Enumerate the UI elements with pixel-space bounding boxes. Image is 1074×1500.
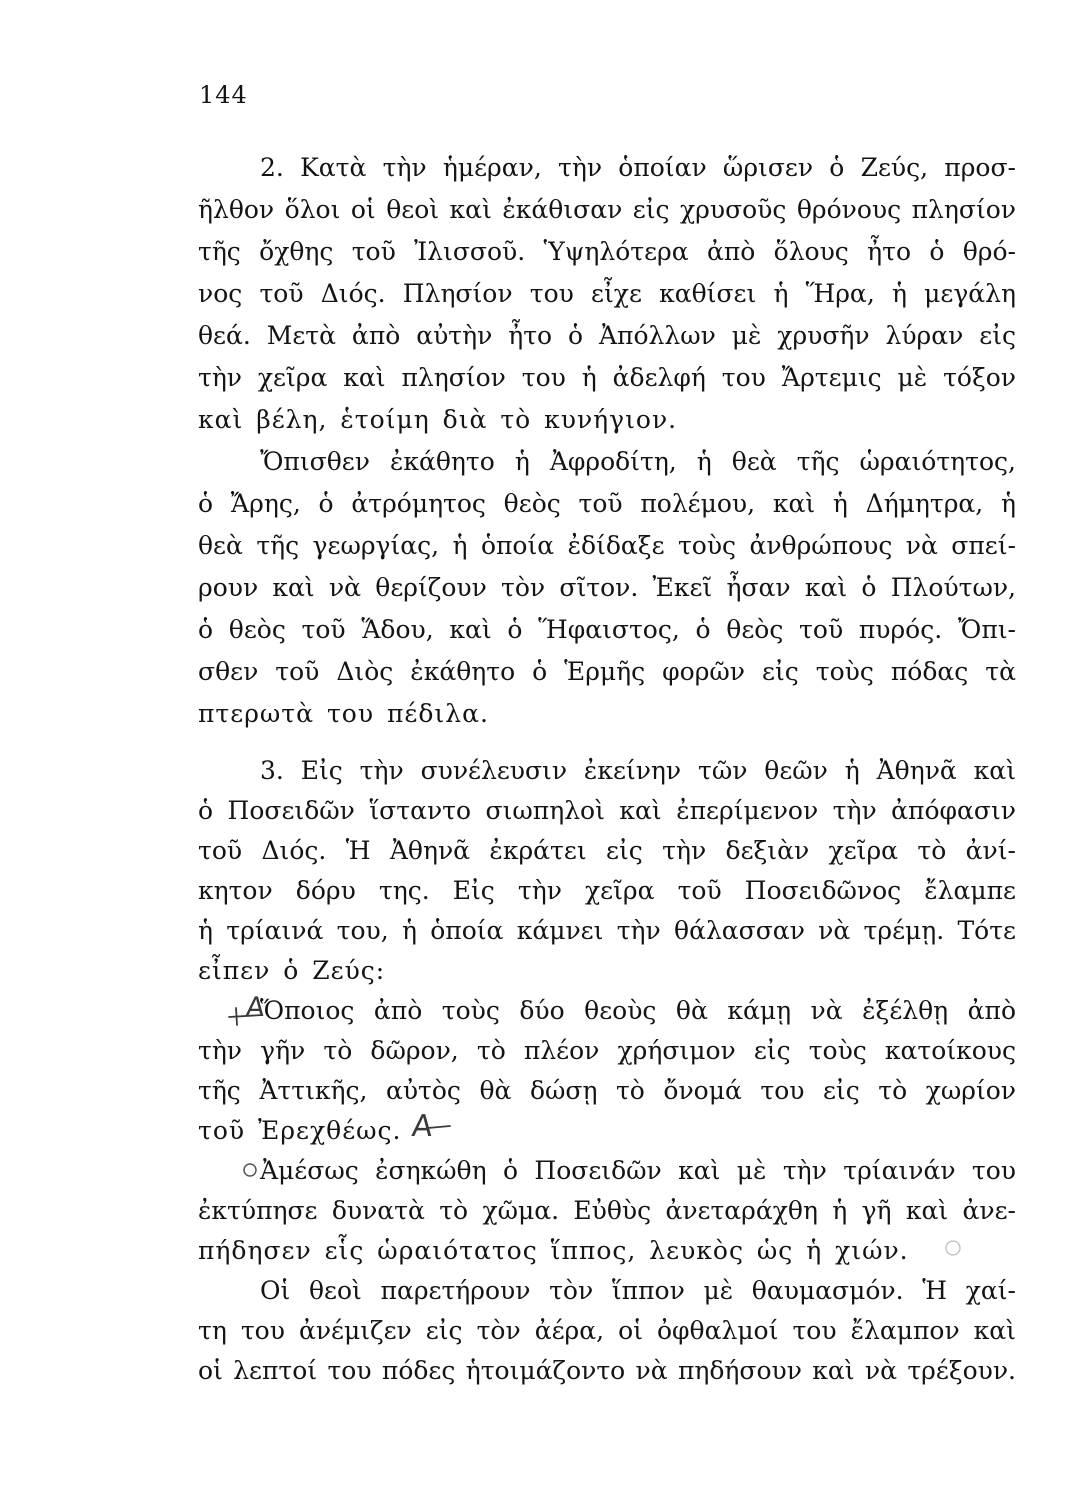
paragraph-3 [198,751,1016,1391]
paragraph-2-line: νος τοῦ Διός. Πλησίον του εἶχε καθίσει ἡ Ἥρα, ἡ μεγάλη [198,279,1016,308]
paragraph-2-line: 2. Κατὰ τὴν ἡμέραν, τὴν ὁποίαν ὥρισεν ὁ Ζεύς, προσ- [260,153,1016,182]
paragraph-3-line: τοῦ Διός. Ἡ Ἀθηνᾶ ἐκράτει εἰς τὴν δεξιὰν χεῖρα τὸ ἀνί- [198,836,1016,865]
paragraph-2-line: ὁ Ἄρης, ὁ ἀτρόμητος θεὸς τοῦ πολέμου, καὶ ἡ Δήμητρα, ἡ [198,489,1016,518]
paragraph-3-line: τη του ἀνέμιζεν εἰς τὸν ἀέρα, οἱ ὀφθαλμοί του ἔλαμπον καὶ [198,1316,1016,1345]
handwritten-mark-start: A [244,992,267,1023]
paragraph-3-line: πήδησεν εἷς ὡραιότατος ἵππος, λευκὸς ὡς ἡ χιών. [198,1236,909,1265]
paragraph-3-line: τοῦ Ἐρεχθέως. [198,1116,402,1145]
paragraph-3-line: τῆς Ἀττικῆς, αὐτὸς θὰ δώσῃ τὸ ὄνομά του εἰς τὸ χωρίον [198,1076,1016,1105]
paragraph-3-line: Ἀμέσως ἐσηκώθη ὁ Ποσειδῶν καὶ μὲ τὴν τρίαινάν του [260,1156,1016,1185]
paragraph-3-line: οἱ λεπτοί του πόδες ἡτοιμάζοντο νὰ πηδήσουν καὶ νὰ τρέξουν. [198,1356,1016,1385]
paragraph-2-line: καὶ βέλη, ἑτοίμη διὰ τὸ κυνήγιον. [198,405,678,434]
paragraph-2-line: Ὄπισθεν ἐκάθητο ἡ Ἀφροδίτη, ἡ θεὰ τῆς ὡραιότητος, [260,447,1016,476]
paragraph-3-line: τὴν γῆν τὸ δῶρον, τὸ πλέον χρήσιμον εἰς τοὺς κατοίκους [198,1036,1016,1065]
paragraph-2-line: τὴν χεῖρα καὶ πλησίον του ἡ ἀδελφή του Ἄρτεμις μὲ τόξον [198,363,1016,392]
paragraph-3-line: ἐκτύπησε δυνατὰ τὸ χῶμα. Εὐθὺς ἀνεταράχθη ἡ γῆ καὶ ἀνε- [198,1196,1016,1225]
paragraph-2-line: τῆς ὄχθης τοῦ Ἰλισσοῦ. Ὑψηλότερα ἀπὸ ὅλους ἦτο ὁ θρό- [198,237,1016,266]
paragraph-2-line: ῆλθον ὅλοι οἱ θεοὶ καὶ ἐκάθισαν εἰς χρυσοῦς θρόνους πλησίον [198,195,1016,224]
paragraph-3-line: ἡ τρίαινά του, ἡ ὁποία κάμνει τὴν θάλασσαν νὰ τρέμῃ. Τότε [198,916,1016,945]
paragraph-2-line: θεά. Μετὰ ἀπὸ αὐτὴν ἦτο ὁ Ἀπόλλων μὲ χρυσῆν λύραν εἰς [198,321,1016,350]
paragraph-2-line: σθεν τοῦ Διὸς ἐκάθητο ὁ Ἑρμῆς φορῶν εἰς τοὺς πόδας τὰ [198,657,1016,686]
handwritten-mark-end: A [410,1109,435,1144]
paragraph-2-line: πτερωτὰ του πέδιλα. [198,699,489,728]
paragraph-3-line: εἶπεν ὁ Ζεύς: [198,956,386,985]
paragraph-2 [198,147,1016,735]
page-number: 144 [199,81,248,109]
paragraph-3-line: Οἱ θεοὶ παρετήρουν τὸν ἵππον μὲ θαυμασμόν. Ἡ χαί- [260,1276,1016,1305]
paragraph-3-line: 3. Εἰς τὴν συνέλευσιν ἐκείνην τῶν θεῶν ἡ Ἀθηνᾶ καὶ [260,756,1016,785]
paragraph-3-line: Ὅποιος ἀπὸ τοὺς δύο θεοὺς θὰ κάμῃ νὰ ἐξέλθῃ ἀπὸ [260,996,1016,1025]
paragraph-2-line: ρουν καὶ νὰ θερίζουν τὸν σῖτον. Ἐκεῖ ἦσαν καὶ ὁ Πλούτων, [198,573,1016,602]
paragraph-3-line: ὁ Ποσειδῶν ἵσταντο σιωπηλοὶ καὶ ἐπερίμενον τὴν ἀπόφασιν [198,796,1016,825]
paragraph-2-line: θεὰ τῆς γεωργίας, ἡ ὁποία ἐδίδαξε τοὺς ἀνθρώπους νὰ σπεί- [198,531,1016,560]
paragraph-3-line: κητον δόρυ της. Εἰς τὴν χεῖρα τοῦ Ποσειδῶνος ἔλαμπε [198,876,1016,905]
paragraph-2-line: ὁ θεὸς τοῦ Ἅδου, καὶ ὁ Ἥφαιστος, ὁ θεὸς τοῦ πυρός. Ὄπι- [198,615,1016,644]
